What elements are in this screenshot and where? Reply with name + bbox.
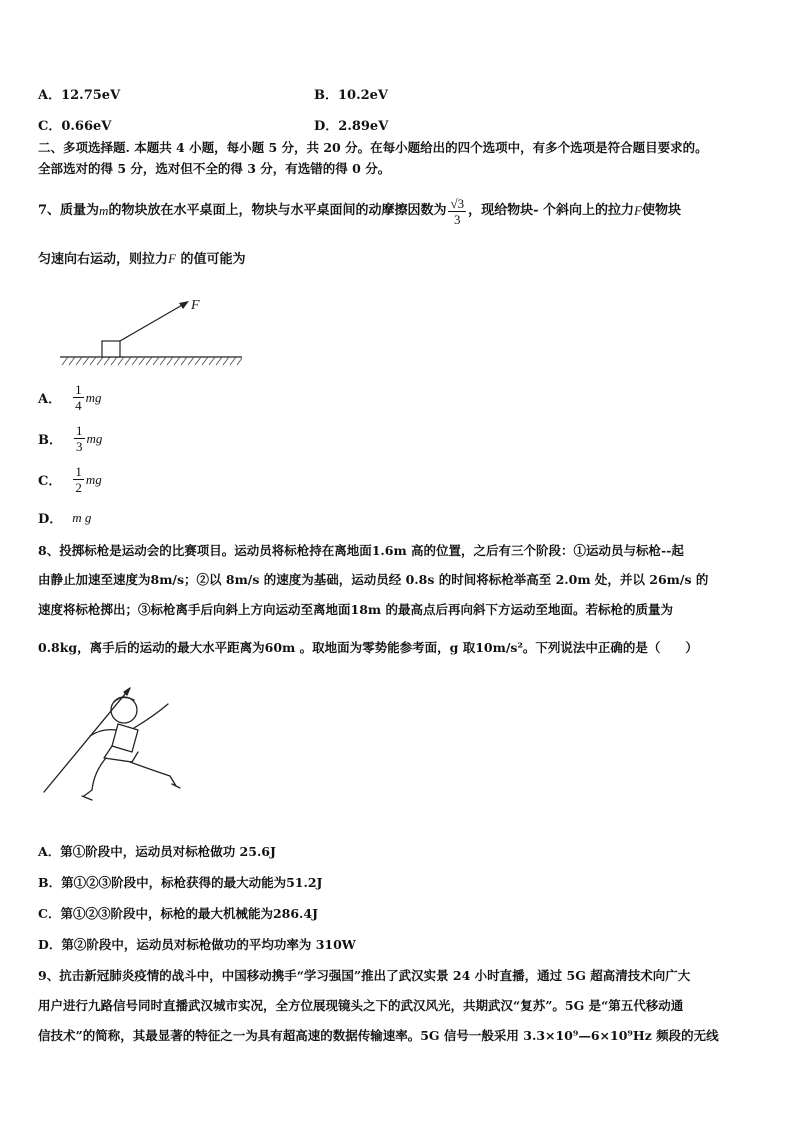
q9-stem-line2: 用户进行九路信号同时直播武汉城市实况，全方位展现镜头之下的武汉风光，共期武汉“复苏”。5G 是“第五代移动通 <box>38 998 684 1013</box>
q7-option-b-suffix: mg <box>86 430 103 446</box>
q7-option-b <box>38 423 102 454</box>
q7-option-b-label: B． <box>38 433 62 448</box>
q7-option-c <box>38 464 102 495</box>
q7-option-c-label: C． <box>38 474 62 489</box>
athlete-leg-front <box>130 762 176 786</box>
q7-stem-line1 <box>38 193 681 229</box>
q7-option-d-label: D． <box>38 512 63 527</box>
q9-stem-line1: 9、抗击新冠肺炎疫情的战斗中，中国移动携手“学习强国”推出了武汉实景 24 小时直播，通过 5G 超高清技术向广大 <box>38 968 691 983</box>
athlete-foot-front <box>172 784 180 788</box>
q7-mu-numerator: √3 <box>450 195 465 211</box>
q7-block-force-diagram <box>56 292 246 372</box>
ground-hatching <box>62 357 242 365</box>
q7-force-symbol: F <box>634 203 642 218</box>
q6-option-a: A．12.75eV <box>38 88 121 103</box>
q7-option-c-suffix: mg <box>85 471 102 487</box>
q7-text-1: 7、质量为 <box>38 203 100 218</box>
q7-text-6: 的值可能为 <box>175 252 246 267</box>
q7-option-b-num: 1 <box>76 423 83 438</box>
q7-option-d <box>38 508 91 527</box>
block <box>102 341 120 357</box>
q9-stem-line3: 信技术”的简称，其最显著的特征之一为具有超高速的数据传输速率。5G 信号一般采用 3.3×10⁹—6×10⁹Hz 频段的无线 <box>38 1028 719 1043</box>
q8-option-c: C．第①②③阶段中，标枪的最大机械能为286.4J <box>38 906 319 921</box>
athlete-arm-front <box>134 704 168 728</box>
javelin <box>44 688 130 792</box>
q7-option-b-den: 3 <box>76 439 83 454</box>
q7-text-2: 的物块放在水平桌面上，物块与水平桌面间的动摩擦因数为 <box>108 203 447 218</box>
q7-text-4: 使物块 <box>641 203 681 218</box>
q8-option-a: A．第①阶段中，运动员对标枪做功 25.6J <box>38 844 276 859</box>
q8-option-b: B．第①②③阶段中，标枪获得的最大动能为51.2J <box>38 875 323 890</box>
force-arrow-head <box>179 301 189 309</box>
q7-text-5: 匀速向右运动，则拉力 <box>38 252 169 267</box>
section2-instructions-line1: 二、多项选择题. 本题共 4 小题，每小题 5 分，共 20 分。在每小题给出的四个选项中，有多个选项是符合题目要求的。 <box>38 140 708 155</box>
q7-option-a <box>38 382 101 413</box>
q6-option-d: D．2.89eV <box>314 119 389 134</box>
athlete-leg-back <box>84 758 106 796</box>
q7-option-c-num: 1 <box>75 464 82 479</box>
force-arrow-shaft <box>120 304 184 341</box>
section2-instructions-line2: 全部选对的得 5 分，选对但不全的得 3 分，有选错的得 0 分。 <box>38 161 391 176</box>
q8-option-d: D．第②阶段中，运动员对标枪做功的平均功率为 310W <box>38 937 356 952</box>
q7-option-c-fraction <box>73 464 84 495</box>
q8-stem-line3: 速度将标枪掷出；③标枪离手后向斜上方向运动至离地面18m 的最高点后再向斜下方运动至地面。若标枪的质量为 <box>38 602 673 617</box>
q7-option-a-label: A． <box>38 392 62 407</box>
q7-option-a-fraction <box>73 382 84 413</box>
q6-option-c: C．0.66eV <box>38 119 112 134</box>
q7-option-d-text: m g <box>72 509 92 525</box>
q8-stem-line4: 0.8kg，离手后的运动的最大水平距离为60m 。取地面为零势能参考面，g 取10m/s²。下列说法中正确的是（ ） <box>38 640 698 655</box>
q7-text-3: ，现给物块- 个斜向上的拉力 <box>468 203 635 218</box>
force-label: F <box>191 298 200 313</box>
q7-stem-line2 <box>38 250 246 269</box>
athlete-foot-back <box>82 796 92 800</box>
q7-option-c-den: 2 <box>75 480 82 495</box>
q7-option-a-suffix: mg <box>85 389 102 405</box>
athlete-arm-back <box>90 730 116 736</box>
q7-mu-fraction <box>448 196 466 227</box>
q7-mu-denominator: 3 <box>454 211 461 227</box>
q8-stem-line2: 由静止加速至速度为8m/s；②以 8m/s 的速度为基础，运动员经 0.8s 的时间将标枪举高至 2.0m 处，并以 26m/s 的 <box>38 572 709 587</box>
q8-stem-line1: 8、投掷标枪是运动会的比赛项目。运动员将标枪持在离地面1.6m 高的位置，之后有三个阶段：①运动员与标枪--起 <box>38 543 684 558</box>
q7-option-b-fraction <box>74 423 85 454</box>
q6-option-b: B．10.2eV <box>314 88 389 103</box>
q7-option-a-num: 1 <box>75 382 82 397</box>
q7-option-a-den: 4 <box>75 398 82 413</box>
javelin-thrower-illustration <box>38 680 188 810</box>
q7-mass-symbol: m <box>99 203 109 218</box>
q7-force-symbol-2: F <box>168 251 176 266</box>
